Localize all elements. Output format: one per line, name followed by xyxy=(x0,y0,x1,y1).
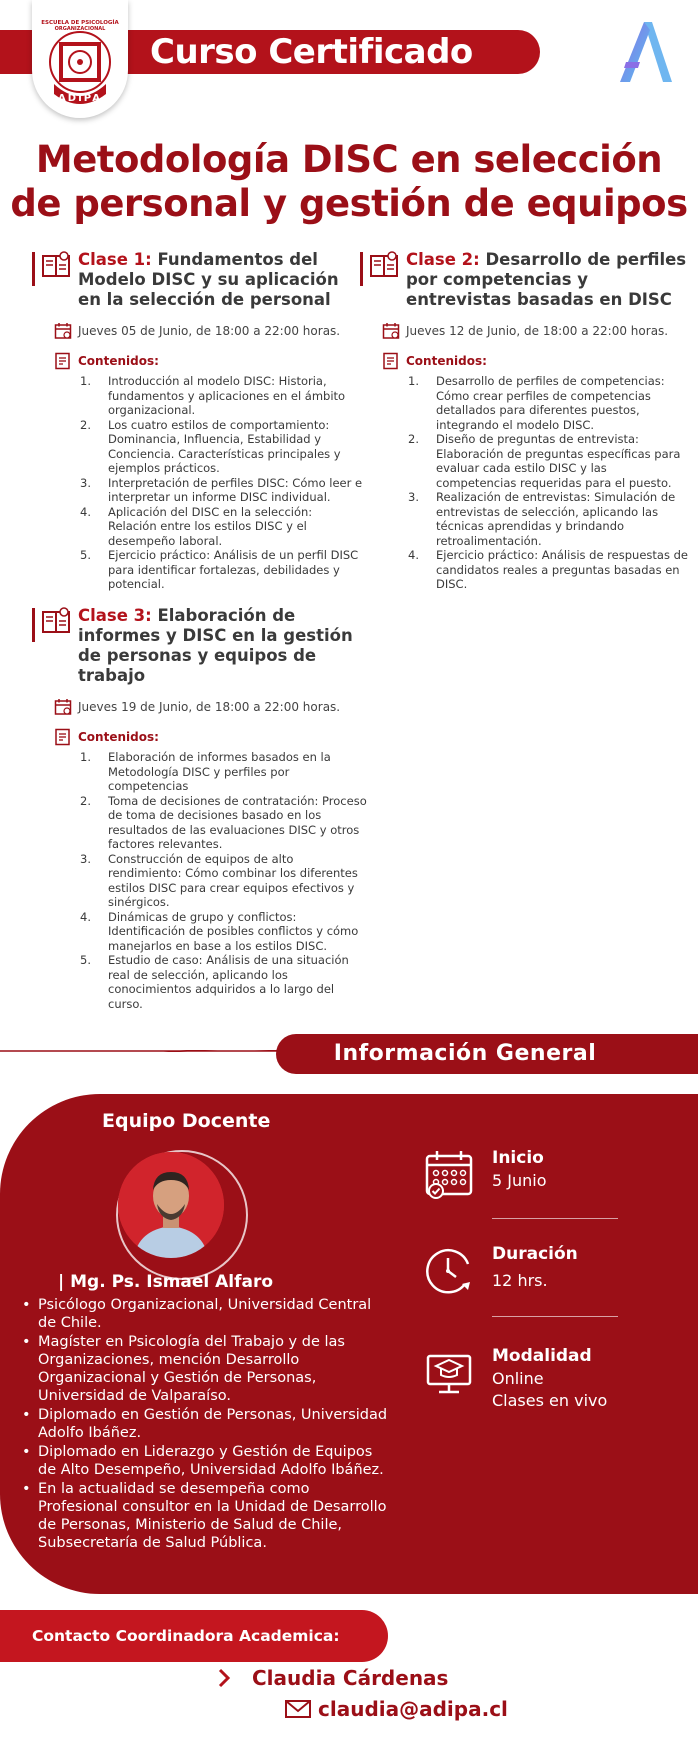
list-item-number: 3. xyxy=(408,490,419,504)
list-item-text: Estudio de caso: Análisis de una situación real de selección, aplicando los conocimientos adquiridos a lo largo del curso. xyxy=(108,953,349,1011)
class-2-number: Clase 2: xyxy=(406,250,480,269)
class-3-date-row xyxy=(32,698,368,716)
book-certificate-icon xyxy=(40,250,72,282)
class-2-contents-list xyxy=(360,374,690,592)
list-item: • Diplomado en Liderazgo y Gestión de Equipos de Alto Desempeño, Universidad Adolfo Ibáñez. xyxy=(20,1443,392,1479)
team-title: Equipo Docente xyxy=(102,1110,271,1132)
modalidad-value-live: Clases en vivo xyxy=(492,1391,608,1410)
svg-text:ADIPA: ADIPA xyxy=(58,93,102,104)
list-item-text: Ejercicio práctico: Análisis de respuestas de candidatos reales a preguntas basadas en DISC. xyxy=(436,548,688,591)
class-3-date: Jueves 19 de Junio, de 18:00 a 22:00 horas. xyxy=(78,700,341,714)
info-divider xyxy=(492,1316,618,1317)
class-1-title xyxy=(78,250,364,310)
info-title: Información General xyxy=(333,1041,597,1066)
list-item-number: 3. xyxy=(80,475,91,490)
list-item-number: 5. xyxy=(80,953,91,967)
list-item xyxy=(80,750,368,794)
brand-logo-icon xyxy=(612,20,672,84)
document-list-icon xyxy=(54,728,72,746)
list-item-text: Construcción de equipos de alto rendimiento: Cómo combinar los diferentes estilos DISC para crear equipos efectivos y sinérgicos. xyxy=(108,851,358,909)
duracion-label: Duración xyxy=(492,1244,578,1264)
banner-title: Curso Certificado xyxy=(150,32,473,72)
list-item-text: Los cuatro estilos de comportamiento: Dominancia, Influencia, Estabilidad y Conciencia. Características principales y ejemplos prácticos. xyxy=(108,417,341,475)
list-item-number: 5. xyxy=(80,548,91,562)
list-item xyxy=(408,548,690,592)
class-3-header xyxy=(32,606,368,686)
class-1-date: Jueves 05 de Junio, de 18:00 a 22:00 horas. xyxy=(78,324,341,338)
list-item-text: Toma de decisiones de contratación: Proceso de toma de decisiones basado en los resultados de las evaluaciones DISC y otros factores relevantes. xyxy=(108,793,367,851)
contact-name: Claudia Cárdenas xyxy=(252,1666,449,1690)
class-3-contents-list xyxy=(32,750,368,1011)
list-item-number: 4. xyxy=(408,548,419,562)
class-2-bar xyxy=(360,252,363,286)
clock-icon xyxy=(424,1244,476,1296)
book-certificate-icon xyxy=(368,250,400,282)
list-item-number: 2. xyxy=(80,793,91,808)
list-item-text: Introducción al modelo DISC: Historia, fundamentos y aplicaciones en el ámbito organizacional. xyxy=(108,374,346,417)
list-item-number: 2. xyxy=(408,432,419,446)
duracion-value: 12 hrs. xyxy=(492,1271,548,1290)
class-2-title-text: Desarrollo de perfiles por competencias y entrevistas basadas en DISC xyxy=(406,250,687,309)
class-3-title xyxy=(78,606,368,686)
list-item-number: 1. xyxy=(408,374,419,388)
contact-title: Contacto Coordinadora Academica: xyxy=(32,1627,340,1645)
list-item xyxy=(80,505,364,549)
main-title-line2: de personal y gestión de equipos xyxy=(10,182,688,225)
list-item xyxy=(80,374,364,418)
info-inicio xyxy=(424,1148,684,1208)
teacher-name: | Mg. Ps. Ismael Alfaro xyxy=(58,1272,274,1292)
class-3-number: Clase 3: xyxy=(78,606,152,625)
main-title-line1: Metodología DISC en selección xyxy=(35,138,663,181)
inicio-value: 5 Junio xyxy=(492,1171,547,1190)
list-item xyxy=(80,476,364,505)
class-1-number: Clase 1: xyxy=(78,250,152,269)
list-item: • Diplomado en Gestión de Personas, Universidad Adolfo Ibáñez. xyxy=(20,1406,392,1442)
list-item-text: Elaboración de informes basados en la Metodología DISC y perfiles por competencias xyxy=(108,750,331,793)
list-item-number: 3. xyxy=(80,851,91,866)
class-2-block xyxy=(360,250,690,592)
adipa-logo xyxy=(32,0,128,118)
avatar xyxy=(118,1152,224,1258)
list-item-number: 1. xyxy=(80,374,91,388)
info-divider-line xyxy=(0,1050,290,1052)
list-item-number: 2. xyxy=(80,417,91,432)
mail-icon xyxy=(284,1698,312,1720)
class-1-title-text: Fundamentos del Modelo DISC y su aplicación en la selección de personal xyxy=(78,250,339,309)
contact-email-link[interactable]: claudia@adipa.cl xyxy=(318,1697,508,1721)
list-item-text: Dinámicas de grupo y conflictos: Identificación de posibles conflictos y cómo manejarlos en base a los estilos DISC. xyxy=(108,909,359,953)
info-modalidad xyxy=(424,1346,684,1416)
calendar-icon xyxy=(54,698,72,716)
modalidad-label: Modalidad xyxy=(492,1346,592,1366)
document-list-icon xyxy=(54,352,72,370)
calendar-icon xyxy=(382,322,400,340)
list-item: • Magíster en Psicología del Trabajo y de las Organizaciones, mención Desarrollo Organizacional y Gestión de Personas, Universidad de Valparaíso. xyxy=(20,1333,392,1405)
book-certificate-icon xyxy=(40,606,72,638)
list-item xyxy=(408,432,690,490)
class-1-header xyxy=(32,250,364,310)
list-item xyxy=(80,910,368,954)
inicio-label: Inicio xyxy=(492,1148,544,1168)
list-item-text: Diseño de preguntas de entrevista: Elaboración de preguntas específicas para evaluar cada estilo DISC y las competencias requeridas para el puesto. xyxy=(436,432,681,490)
list-item xyxy=(80,953,368,1011)
class-1-contents-list xyxy=(32,374,364,592)
class-1-date-row xyxy=(32,322,364,340)
list-item-number: 4. xyxy=(80,909,91,924)
class-2-contents-label: Contenidos: xyxy=(406,354,487,368)
class-1-contents-label: Contenidos: xyxy=(78,354,159,368)
class-1-contents-row xyxy=(32,352,364,370)
class-2-title xyxy=(406,250,690,310)
adipa-seal-icon xyxy=(32,0,128,118)
class-3-title-text: Elaboración de informes y DISC en la gestión de personas y equipos de trabajo xyxy=(78,606,353,685)
list-item-text: Interpretación de perfiles DISC: Cómo leer e interpretar un informe DISC individual. xyxy=(108,475,363,504)
document-list-icon xyxy=(382,352,400,370)
class-1-bar xyxy=(32,252,35,286)
list-item-text: Ejercicio práctico: Análisis de un perfil DISC para identificar fortalezas, debilidades y potencial. xyxy=(108,548,359,591)
list-item xyxy=(80,852,368,910)
class-1-block xyxy=(32,250,364,592)
list-item: • En la actualidad se desempeña como Profesional consultor en la Unidad de Desarrollo de Personas, Ministerio de Salud de Chile, Subsecretaría de Salud Pública. xyxy=(20,1480,392,1552)
info-duracion xyxy=(424,1244,684,1304)
teacher-credentials xyxy=(20,1296,392,1553)
list-item-text: Aplicación del DISC en la selección: Relación entre los estilos DISC y el desempeño laboral. xyxy=(108,504,313,548)
calendar-icon xyxy=(424,1148,476,1200)
calendar-icon xyxy=(54,322,72,340)
page-title xyxy=(10,138,688,226)
class-2-date-row xyxy=(360,322,690,340)
list-item xyxy=(80,794,368,852)
class-3-block xyxy=(32,606,368,1011)
class-2-date: Jueves 12 de Junio, de 18:00 a 22:00 horas. xyxy=(406,324,669,338)
svg-text:ORGANIZACIONAL: ORGANIZACIONAL xyxy=(54,26,106,32)
list-item xyxy=(80,548,364,592)
list-item-number: 1. xyxy=(80,750,91,764)
list-item xyxy=(80,418,364,476)
list-item xyxy=(408,490,690,548)
svg-text:ESCUELA DE PSICOLOGÍA: ESCUELA DE PSICOLOGÍA xyxy=(41,20,119,26)
list-item xyxy=(408,374,690,432)
class-2-header xyxy=(360,250,690,310)
info-divider xyxy=(492,1218,618,1219)
class-3-contents-row xyxy=(32,728,368,746)
graduation-monitor-icon xyxy=(424,1346,476,1398)
class-3-bar xyxy=(32,608,35,642)
teacher-photo-icon xyxy=(118,1152,224,1258)
list-item-text: Realización de entrevistas: Simulación de entrevistas de selección, aplicando las técnicas aprendidas y brindando retroalimentación. xyxy=(436,490,676,548)
modalidad-value-online: Online xyxy=(492,1369,544,1388)
class-2-contents-row xyxy=(360,352,690,370)
list-item: • Psicólogo Organizacional, Universidad Central de Chile. xyxy=(20,1296,392,1332)
list-item-number: 4. xyxy=(80,504,91,519)
class-3-contents-label: Contenidos: xyxy=(78,730,159,744)
chevron-right-icon xyxy=(216,1667,232,1689)
list-item-text: Desarrollo de perfiles de competencias: Cómo crear perfiles de competencias detallados para diferentes puestos, integrando el modelo DISC. xyxy=(436,374,665,432)
